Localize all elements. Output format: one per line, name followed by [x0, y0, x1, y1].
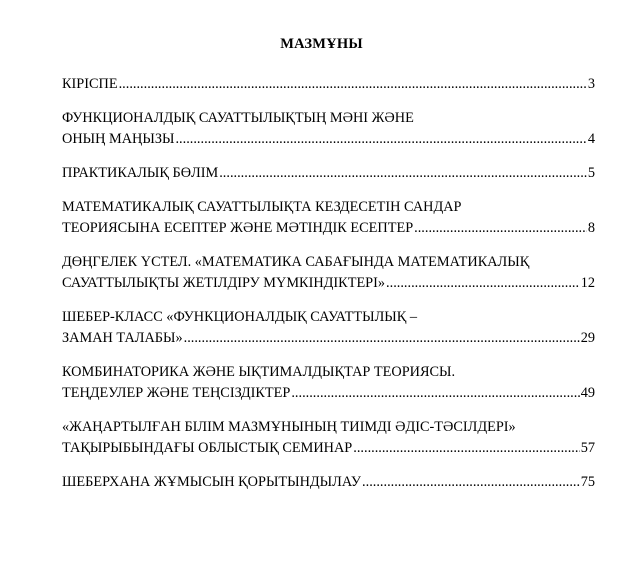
toc-page-number: 3	[587, 76, 595, 92]
dot-leader	[414, 218, 587, 239]
toc-entry-line	[62, 129, 595, 150]
toc-entry-round-table	[62, 252, 595, 294]
toc-page-number: 29	[580, 330, 595, 346]
toc-page-number: 57	[580, 440, 595, 456]
toc-entry-line	[62, 163, 595, 184]
toc-entry-functional-literacy	[62, 108, 595, 150]
toc-page-number: 4	[587, 131, 595, 147]
toc-page-number: 5	[587, 165, 595, 181]
toc-page-number: 75	[580, 474, 595, 490]
table-of-contents	[62, 74, 595, 506]
dot-leader	[386, 273, 580, 294]
toc-entry-text: ТЕОРИЯСЫНА ЕСЕПТЕР ЖӘНЕ МӘТІНДІК ЕСЕПТЕР	[62, 220, 414, 236]
toc-entry-practical-part	[62, 163, 595, 184]
dot-leader	[175, 129, 586, 150]
dot-leader	[291, 383, 579, 404]
toc-entry-line	[62, 438, 595, 459]
toc-entry-text: МАТЕМАТИКАЛЫҚ САУАТТЫЛЫҚТА КЕЗДЕСЕТІН САНДАР	[62, 199, 462, 215]
toc-entry-workshop-summary	[62, 472, 595, 493]
toc-entry-line	[62, 328, 595, 349]
toc-entry-text: ФУНКЦИОНАЛДЫҚ САУАТТЫЛЫҚТЫҢ МӘНІ ЖӘНЕ	[62, 110, 414, 126]
toc-entry-text: КІРІСПЕ	[62, 76, 118, 92]
toc-entry-introduction	[62, 74, 595, 95]
toc-entry-text: ОНЫҢ МАҢЫЗЫ	[62, 131, 175, 147]
toc-entry-text: САУАТТЫЛЫҚТЫ ЖЕТІЛДІРУ МҮМКІНДІКТЕРІ»	[62, 275, 386, 291]
toc-title: МАЗМҰНЫ	[280, 36, 363, 52]
dot-leader	[362, 472, 580, 493]
toc-entry-line	[62, 472, 595, 493]
dot-leader	[219, 163, 587, 184]
toc-entry-combinatorics	[62, 362, 595, 404]
toc-entry-line	[62, 383, 595, 404]
toc-entry-text: ШЕБЕРХАНА ЖҰМЫСЫН ҚОРЫТЫНДЫЛАУ	[62, 474, 362, 490]
toc-entry-text: КОМБИНАТОРИКА ЖӘНЕ ЫҚТИМАЛДЫҚТАР ТЕОРИЯСЫ.	[62, 364, 456, 380]
dot-leader	[184, 328, 580, 349]
toc-entry-line	[62, 273, 595, 294]
dot-leader	[353, 438, 579, 459]
toc-entry-line	[62, 74, 595, 95]
dot-leader	[119, 74, 587, 95]
toc-entry-master-class	[62, 307, 595, 349]
toc-page-number: 8	[587, 220, 595, 236]
toc-entry-regional-seminar	[62, 417, 595, 459]
toc-page-number: 49	[580, 385, 595, 401]
toc-entry-text: ШЕБЕР-КЛАСС «ФУНКЦИОНАЛДЫҚ САУАТТЫЛЫҚ –	[62, 309, 417, 325]
toc-entry-text: ТЕҢДЕУЛЕР ЖӘНЕ ТЕҢСІЗДІКТЕР	[62, 385, 291, 401]
toc-entry-text: ДӨҢГЕЛЕК ҮСТЕЛ. «МАТЕМАТИКА САБАҒЫНДА МАТЕМАТИКАЛЫҚ	[62, 254, 530, 270]
toc-entry-text: ТАҚЫРЫБЫНДАҒЫ ОБЛЫСТЫҚ СЕМИНАР	[62, 440, 353, 456]
toc-entry-text: ЗАМАН ТАЛАБЫ»	[62, 330, 183, 346]
toc-entry-line	[62, 218, 595, 239]
toc-entry-number-theory	[62, 197, 595, 239]
toc-entry-text: ПРАКТИКАЛЫҚ БӨЛІМ	[62, 165, 219, 181]
toc-page-number: 12	[580, 275, 595, 291]
toc-entry-text: «ЖАҢАРТЫЛҒАН БІЛІМ МАЗМҰНЫНЫҢ ТИІМДІ ӘДІС-ТӘСІЛДЕРІ»	[62, 419, 516, 435]
